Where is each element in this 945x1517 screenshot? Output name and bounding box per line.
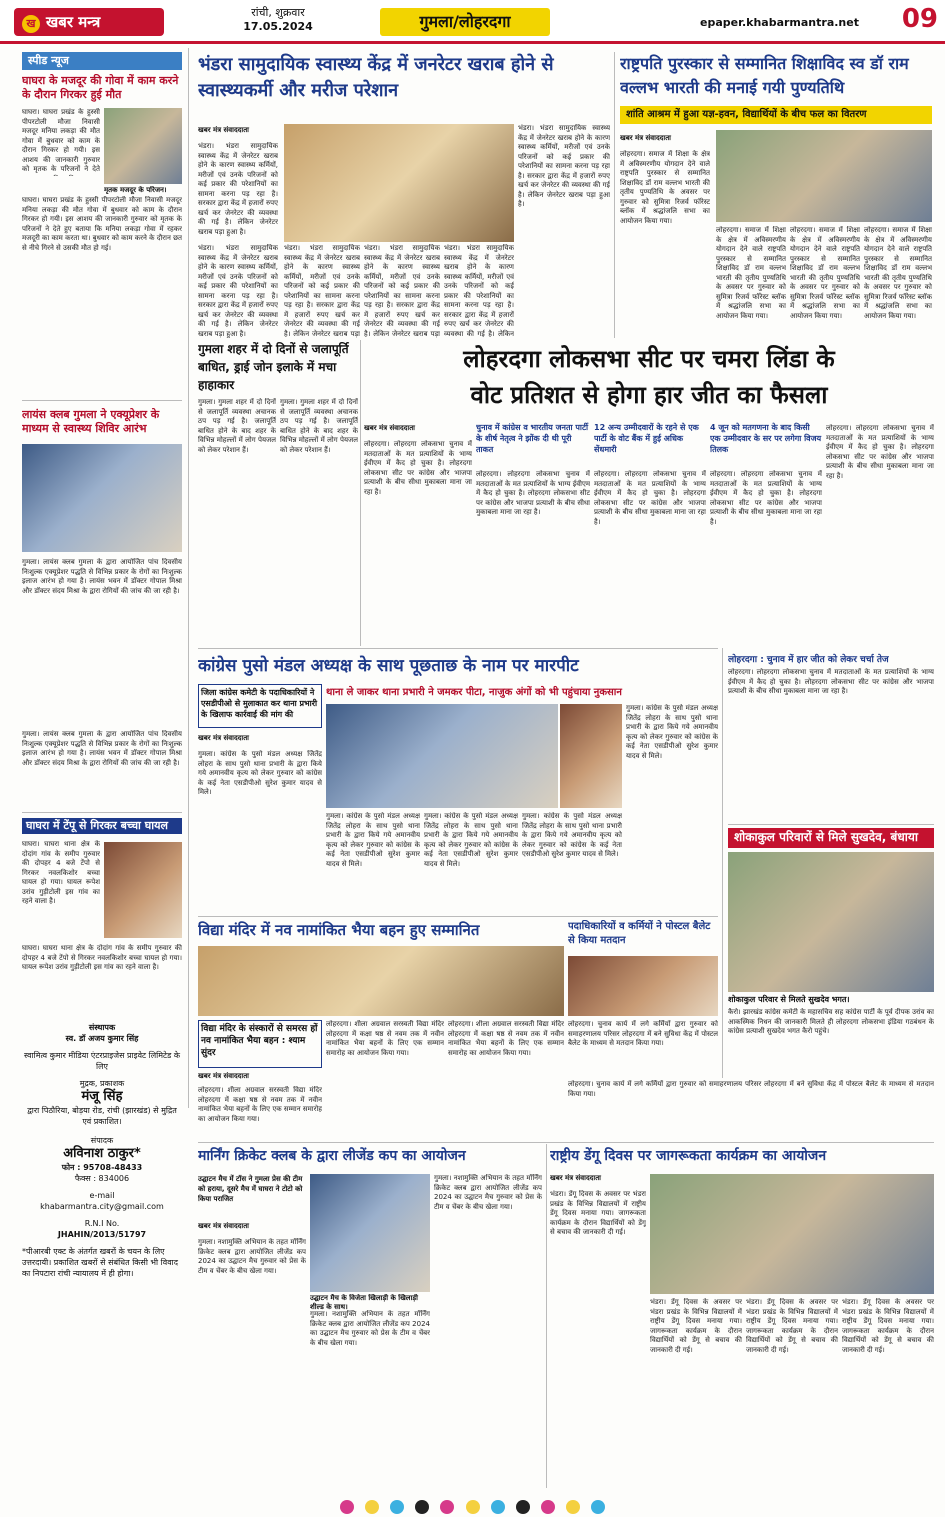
speed-news-band: स्पीड न्यूज	[22, 52, 182, 70]
lead-bullet-2: 12 अन्य उम्मीदवारों के रहने से एक पार्टी के वोट बैंक में हुई अधिक सेंधमारी	[594, 423, 699, 454]
divider	[198, 648, 718, 649]
imprint-heading: संस्थापक	[88, 1023, 116, 1032]
sidebar-story1-caption: मृतक मजदूर के परिजन।	[104, 186, 167, 194]
cricket-text-col2: गुमला। नशामुक्ति अभियान के तहत मॉर्निंग क्रिकेट क्लब द्वारा आयोजित लीजेंड कप 2024 का उद्घाटन मैच गुरुवार को प्रेस के टीम व चेंबर के बीच खेला गया।	[310, 1310, 430, 1347]
epaper-url[interactable]: epaper.khabarmantra.net	[700, 16, 859, 29]
congress-photo-2	[560, 704, 622, 808]
imprint-editor-label: संपादक	[90, 1136, 114, 1145]
shokakul-caption: शोकाकुल परिवार से मिलते सुखदेव भगत।	[728, 995, 850, 1004]
yellow-mark	[466, 1500, 480, 1514]
imprint-publisher: मंजू सिंह	[81, 1089, 123, 1104]
column-rule	[614, 52, 615, 338]
imprint-publisher-label: मुद्रक, प्रकाशक	[79, 1079, 125, 1088]
right-story-subhead: शांति आश्रम में हुआ यज्ञ-हवन, विद्यार्थियों के बीच फल का वितरण	[620, 106, 932, 124]
postal-photo	[568, 956, 718, 1016]
dengue-photo	[650, 1174, 934, 1294]
cricket-headline[interactable]: मार्निंग क्रिकेट क्लब के द्वारा लीजेंड कप का आयोजन	[198, 1148, 466, 1164]
vidya-text-col3: लोहरदगा। शीला अग्रवाल सरस्वती विद्या मंदिर लोहरदगा में कक्षा षष्ठ से नवम तक में नवीन नामांकित भैया बहनों के लिए एक सम्मान समारोह का आयोजन किया गया।	[448, 1020, 564, 1057]
cyan-mark	[390, 1500, 404, 1514]
top-story-text-cont: भंडरा। भंडरा सामुदायिक स्वास्थ्य केंद्र में जेनरेटर खराब होने के कारण स्वास्थ्य कर्मियों, मरीजों एवं उनके परिजनों को कई प्रकार की परेशानियों का सामना करना पड़ रहा है। सरकार द्वारा केंद्र में हजारों रुपए खर्च कर जेनरेटर की व्यवस्था की गई है। लेकिन जेनरेटर खराब पड़ा हुआ है।	[198, 244, 278, 338]
sidebar-story1-text: घाघरा। घाघरा प्रखंड के हुस्सी पीपरटोली मौजा निवासी मजदूर मनिया लकड़ा की मौत गोवा में बुधवार को काम के दौरान गिरकर हो गयी। इस आशय की जानकारी गुरुवार को मृतक के परिजनों ने देते	[22, 108, 100, 173]
lead-bullet-3: 4 जून को मतगणना के बाद किसी एक उम्मीदवार के सर पर लगेगा विजय तिलक	[710, 423, 822, 454]
divider	[22, 400, 182, 401]
gumla-story-text: गुमला। गुमला शहर में दो दिनों से जलापूर्ति व्यवस्था अचानक ठप पड़ गई है। जलापूर्ति बाधित होने के बाद शहर के विभिन्न मोहल्लों में लोग पेयजल को लेकर परेशान हैं।	[198, 398, 276, 454]
magenta-mark	[440, 1500, 454, 1514]
congress-text-col4: गुमला। कांग्रेस के पुसो मंडल अध्यक्ष जितेंद्र लोहरा के साथ पुसो थाना प्रभारी के द्वारा किये गये अमानवीय कृत्य को लेकर गुरुवार को कांग्रेस के कई नेता एसडीपीओ सुरेश कुमार यादव से मिले।	[522, 812, 622, 858]
top-story-col2: भंडरा। भंडरा सामुदायिक स्वास्थ्य केंद्र में जेनरेटर खराब होने के कारण स्वास्थ्य कर्मियों, मरीजों एवं उनके परिजनों को कई प्रकार की परेशानियों का सामना करना पड़ रहा है। सरकार द्वारा केंद्र में हजारों रुपए खर्च कर जेनरेटर की व्यवस्था की गई है। लेकिन जेनरेटर खराब पड़ा	[284, 244, 360, 338]
sidebar-story2-text: गुमला। लायंस क्लब गुमला के द्वारा आयोजित पांच दिवसीय निःशुल्क एक्यूप्रेशर पद्धति से विभिन्न प्रकार के रोगों का निःशुल्क इलाज आरंभ हो गया है। लायंस भवन में डॉक्टर गोपाल मिश्रा और डॉक्टर संदय मिश्रा के द्वारा रोगियों की जांच की जा रही है।	[22, 558, 182, 595]
right-story-headline[interactable]: राष्ट्रपति पुरस्कार से सम्मानित शिक्षाविद स्व डॉ राम वल्लभ भारती की मनाई गयी पुण्यतिथि	[620, 54, 909, 97]
column-rule	[546, 1144, 547, 1488]
dengue-byline: खबर मंत्र संवाददाता	[550, 1174, 601, 1182]
congress-text-col5: गुमला। कांग्रेस के पुसो मंडल अध्यक्ष जितेंद्र लोहरा के साथ पुसो थाना प्रभारी के द्वारा किये गये अमानवीय कृत्य को लेकर गुरुवार को कांग्रेस के कई नेता एसडीपीओ सुरेश कुमार यादव से मिले।	[626, 704, 718, 760]
divider	[198, 916, 718, 917]
cricket-caption: उद्घाटन मैच के विजेता खिलाड़ी के खिलाड़ी शील्ड के साथ।	[310, 1294, 418, 1311]
cyan-mark	[591, 1500, 605, 1514]
lead-headline-line2[interactable]: वोट प्रतिशत से होगा हार जीत का फैसला	[470, 381, 828, 409]
lead-sidebox-title[interactable]: लोहरदगा : चुनाव में हार जीत को लेकर चर्चा तेज	[728, 655, 889, 665]
top-story-col3: भंडरा। भंडरा सामुदायिक स्वास्थ्य केंद्र में जेनरेटर खराब होने के कारण स्वास्थ्य कर्मियों, मरीजों एवं उनके परिजनों को कई प्रकार की परेशानियों का सामना करना पड़ रहा है। सरकार द्वारा केंद्र में हजारों रुपए खर्च कर जेनरेटर की व्यवस्था की गई है। लेकिन जेनरेटर खराब पड़ा	[364, 244, 440, 338]
shokakul-photo	[728, 852, 934, 992]
sidebar-story3-text-cont: घाघरा। घाघरा थाना क्षेत्र के दोदांग गांव के समीप गुरुवार की दोपहर 4 बजे टेंपो से गिरकर नवलकिशोर बच्चा घायल हो गया। घायल रूपेश उरांव गुड़ीटोली इस गांव का रहने वाला है।	[22, 944, 182, 971]
dengue-text-col3: भंडरा। डेंगू दिवस के अवसर पर भंडरा प्रखंड के विभिन्न विद्यालयों में राष्ट्रीय डेंगू दिवस मनाया गया। जागरूकता कार्यक्रम के दौरान विद्यार्थियों को डेंगू से बचाव की जानकारी दी गई।	[746, 1298, 838, 1354]
vidya-byline: खबर मंत्र संवाददाता	[198, 1072, 249, 1080]
congress-text-col1: गुमला। कांग्रेस के पुसो मंडल अध्यक्ष जितेंद्र लोहरा के साथ पुसो थाना प्रभारी के द्वारा किये गये अमानवीय कृत्य को लेकर गुरुवार को कांग्रेस के कई नेता एसडीपीओ सुरेश कुमार यादव से मिले।	[198, 750, 322, 796]
lead-text-col4: लोहरदगा। लोहरदगा लोकसभा चुनाव में मतदाताओं के मत प्रत्याशियों के भाग्य ईवीएम में कैद हो चुका है। लोहरदगा लोकसभा सीट पर कांग्रेस और भाजपा प्रत्याशी के बीच सीधा मुकाबला माना जा रहा है।	[710, 470, 822, 526]
postal-headline[interactable]: पदाधिकारियों व कर्मियों ने पोस्टल बैलेट से किया मतदान	[568, 921, 711, 946]
top-story-col5: भंडरा। भंडरा सामुदायिक स्वास्थ्य केंद्र में जेनरेटर खराब होने के कारण स्वास्थ्य कर्मियों, मरीजों एवं उनके परिजनों को कई प्रकार की परेशानियों का सामना करना पड़ रहा है। सरकार द्वारा केंद्र में हजारों रुपए खर्च कर जेनरेटर की व्यवस्था की गई है। लेकिन जेनरेटर खराब पड़ा हुआ है।	[518, 124, 610, 208]
right-story-col2: लोहरदगा। समाज में शिक्षा के क्षेत्र में अविस्मरणीय योगदान देने वाले राष्ट्रपति पुरस्कार से सम्मानित शिक्षाविद डॉ राम वल्लभ भारती की तृतीय पुण्यतिथि के अवसर पर गुरुवार को सुमित्रा रिजर्व फॉरेस्ट ब्लॉक में श्रद्धांजलि सभा का आयोजन किया गया।	[716, 226, 786, 320]
cricket-text-col1: गुमला। नशामुक्ति अभियान के तहत मॉर्निंग क्रिकेट क्लब द्वारा आयोजित लीजेंड कप 2024 का उद्घाटन मैच गुरुवार को प्रेस के टीम व चेंबर के बीच खेला गया।	[198, 1238, 306, 1275]
imprint-note: *पीआरबी एक्ट के अंतर्गत खबरों के चयन के लिए उत्तरदायी। प्रकाशित खबरों से संबंधित किसी भी विवाद का निपटारा रांची न्यायालय में ही होगा।	[22, 1247, 178, 1278]
postal-text-cont: लोहरदगा। चुनाव कार्य में लगे कर्मियों द्वारा गुरुवार को समाहरणालय परिसर लोहरदगा में बने सुविधा केंद्र में पोस्टल बैलेट के माध्यम से मतदान किया गया।	[568, 1080, 934, 1098]
lead-text-col2: लोहरदगा। लोहरदगा लोकसभा चुनाव में मतदाताओं के मत प्रत्याशियों के भाग्य ईवीएम में कैद हो चुका है। लोहरदगा लोकसभा सीट पर कांग्रेस और भाजपा प्रत्याशी के बीच सीधा मुकाबला माना जा रहा है।	[476, 470, 590, 516]
lead-text-col3: लोहरदगा। लोहरदगा लोकसभा चुनाव में मतदाताओं के मत प्रत्याशियों के भाग्य ईवीएम में कैद हो चुका है। लोहरदगा लोकसभा सीट पर कांग्रेस और भाजपा प्रत्याशी के बीच सीधा मुकाबला माना जा रहा है।	[594, 470, 706, 526]
dengue-text-col1: भंडरा। डेंगू दिवस के अवसर पर भंडरा प्रखंड के विभिन्न विद्यालयों में राष्ट्रीय डेंगू दिवस मनाया गया। जागरूकता कार्यक्रम के दौरान विद्यार्थियों को डेंगू से बचाव की जानकारी दी गई।	[550, 1190, 646, 1236]
sidebar-story3-text: घाघरा। घाघरा थाना क्षेत्र के दोदांग गांव के समीप गुरुवार की दोपहर 4 बजे टेंपो से गिरकर नवलकिशोर बच्चा घायल हो गया। घायल रूपेश उरांव गुड़ीटोली इस गांव का रहने वाला है।	[22, 840, 100, 905]
page-number: 09	[901, 4, 938, 34]
dengue-text-col4: भंडरा। डेंगू दिवस के अवसर पर भंडरा प्रखंड के विभिन्न विद्यालयों में राष्ट्रीय डेंगू दिवस मनाया गया। जागरूकता कार्यक्रम के दौरान विद्यार्थियों को डेंगू से बचाव की जानकारी दी गई।	[842, 1298, 934, 1354]
congress-text-col2: गुमला। कांग्रेस के पुसो मंडल अध्यक्ष जितेंद्र लोहरा के साथ पुसो थाना प्रभारी के द्वारा किये गये अमानवीय कृत्य को लेकर गुरुवार को कांग्रेस के कई नेता एसडीपीओ सुरेश कुमार यादव से मिले।	[326, 812, 420, 868]
lead-headline-line1[interactable]: लोहरदगा लोकसभा सीट पर चमरा लिंडा के	[463, 345, 835, 373]
imprint-phone: फोन : 95708-48433	[61, 1163, 143, 1172]
brand-logo[interactable]	[14, 8, 164, 36]
lead-bullet-1: चुनाव में कांग्रेस व भारतीय जनता पार्टी के शीर्ष नेतृत्व ने झोंक दी थी पूरी ताकत	[476, 423, 589, 454]
imprint-editor: अविनाश ठाकुर*	[63, 1146, 141, 1161]
imprint-email-label: e-mail	[89, 1191, 115, 1200]
dateline-date: 17.05.2024	[243, 20, 313, 33]
vidya-headline[interactable]: विद्या मंदिर में नव नामांकित भैया बहन हुए सम्मानित	[198, 921, 480, 939]
right-story-text: लोहरदगा। समाज में शिक्षा के क्षेत्र में अविस्मरणीय योगदान देने वाले राष्ट्रपति पुरस्कार से सम्मानित शिक्षाविद डॉ राम वल्लभ भारती की तृतीय पुण्यतिथि के अवसर पर गुरुवार को सुमित्रा रिजर्व फॉरेस्ट ब्लॉक में श्रद्धांजलि सभा का आयोजन किया गया।	[620, 150, 710, 225]
black-mark	[516, 1500, 530, 1514]
magenta-mark	[541, 1500, 555, 1514]
divider	[198, 1142, 934, 1143]
right-story-col4: लोहरदगा। समाज में शिक्षा के क्षेत्र में अविस्मरणीय योगदान देने वाले राष्ट्रपति पुरस्कार से सम्मानित शिक्षाविद डॉ राम वल्लभ भारती की तृतीय पुण्यतिथि के अवसर पर गुरुवार को सुमित्रा रिजर्व फॉरेस्ट ब्लॉक में श्रद्धांजलि सभा का आयोजन किया गया।	[864, 226, 932, 320]
top-story-photo	[284, 124, 514, 242]
imprint-founder: स्व. डॉ अजय कुमार सिंह	[65, 1034, 139, 1043]
right-story-col3: लोहरदगा। समाज में शिक्षा के क्षेत्र में अविस्मरणीय योगदान देने वाले राष्ट्रपति पुरस्कार से सम्मानित शिक्षाविद डॉ राम वल्लभ भारती की तृतीय पुण्यतिथि के अवसर पर गुरुवार को सुमित्रा रिजर्व फॉरेस्ट ब्लॉक में श्रद्धांजलि सभा का आयोजन किया गया।	[790, 226, 860, 320]
divider	[728, 824, 934, 825]
cricket-byline: खबर मंत्र संवाददाता	[198, 1222, 249, 1230]
dateline-city: रांची, शुक्रवार	[251, 6, 305, 19]
sidebar-story1-photo	[104, 108, 182, 184]
imprint-box	[22, 1022, 182, 1482]
congress-kicker: जिला कांग्रेस कमेटी के पदाधिकारियों ने एसडीपीओ से मुलाकात कर थाना प्रभारी के खिलाफ कार्रवाई की मांग की	[198, 684, 322, 728]
imprint-fax: फैक्स : 834006	[74, 1174, 130, 1183]
dengue-headline[interactable]: राष्ट्रीय डेंगू दिवस पर जागरूकता कार्यक्रम का आयोजन	[550, 1148, 827, 1164]
imprint-rni-label: R.N.I No.	[84, 1219, 120, 1228]
imprint-owner: स्वामित्व कुमार मीडिया एंटरप्राइजेस प्राइवेट लिमिटेड के लिए	[24, 1051, 180, 1071]
yellow-mark	[365, 1500, 379, 1514]
sidebar-story2-headline[interactable]: लायंस क्लब गुमला ने एक्यूप्रेशर के माध्यम से स्वास्थ्य शिविर आरंभ	[22, 408, 160, 435]
top-story-headline[interactable]: भंडरा सामुदायिक स्वास्थ्य केंद्र में जनरेटर खराब होने से स्वास्थ्यकर्मी और मरीज परेशान	[198, 54, 554, 101]
vidya-text-col1: लोहरदगा। शीला अग्रवाल सरस्वती विद्या मंदिर लोहरदगा में कक्षा षष्ठ से नवम तक में नवीन नामांकित भैया बहनों के लिए एक सम्मान समारोह का आयोजन किया गया।	[198, 1086, 322, 1123]
gumla-story-text-cont: गुमला। गुमला शहर में दो दिनों से जलापूर्ति व्यवस्था अचानक ठप पड़ गई है। जलापूर्ति बाधित होने के बाद शहर के विभिन्न मोहल्लों में लोग पेयजल को लेकर परेशान हैं।	[280, 398, 358, 454]
column-rule	[360, 340, 361, 646]
section-title: गुमला/लोहरदगा	[380, 8, 550, 36]
sidebar-story2-photo	[22, 444, 182, 552]
cricket-kicker: उद्घाटन मैच में टॉस ने गुमला प्रेस की टीम को हराया, दूसरे मैच में घाघरा ने टोटो को किया पराजित	[198, 1175, 303, 1203]
sidebar-story3-headline[interactable]: घाघरा में टेंपू से गिरकर बच्चा घायल	[22, 818, 182, 834]
sidebar-story1-headline[interactable]: घाघरा के मजदूर की गोवा में काम करने के दौरान गिरकर हुई मौत	[22, 74, 179, 101]
vidya-quote: विद्या मंदिर के संस्कारों से समरस हों नव नामांकित भैया बहन : श्याम सुंदर	[198, 1020, 322, 1068]
sidebar-story3-photo	[104, 842, 182, 938]
lead-text-col5: लोहरदगा। लोहरदगा लोकसभा चुनाव में मतदाताओं के मत प्रत्याशियों के भाग्य ईवीएम में कैद हो चुका है। लोहरदगा लोकसभा सीट पर कांग्रेस और भाजपा प्रत्याशी के बीच सीधा मुकाबला माना जा रहा है।	[826, 424, 934, 480]
masthead	[0, 0, 945, 44]
vidya-text-col2: लोहरदगा। शीला अग्रवाल सरस्वती विद्या मंदिर लोहरदगा में कक्षा षष्ठ से नवम तक में नवीन नामांकित भैया बहनों के लिए एक सम्मान समारोह का आयोजन किया गया।	[326, 1020, 444, 1057]
divider	[22, 812, 182, 813]
congress-byline: खबर मंत्र संवाददाता	[198, 734, 249, 742]
right-story-byline: खबर मंत्र संवाददाता	[620, 134, 671, 142]
imprint-email[interactable]: khabarmantra.city@gmail.com	[40, 1202, 164, 1211]
congress-subhead: थाना ले जाकर थाना प्रभारी ने जमकर पीटा, नाजुक अंगों को भी पहुंचाया नुकसान	[326, 687, 622, 698]
right-story-photo	[716, 130, 932, 222]
imprint-address: द्वारा पिठौरिया, बोड़या रोड, रांची (झारखंड) से मुद्रित एवं प्रकाशित।	[27, 1106, 177, 1126]
top-story-byline: खबर मंत्र संवाददाता	[198, 126, 249, 134]
column-rule	[722, 648, 723, 1078]
cricket-text-col3: गुमला। नशामुक्ति अभियान के तहत मॉर्निंग क्रिकेट क्लब द्वारा आयोजित लीजेंड कप 2024 का उद्घाटन मैच गुरुवार को प्रेस के टीम व चेंबर के बीच खेला गया।	[434, 1174, 542, 1211]
shokakul-text: कैरो। झारखंड कांग्रेस कमेटी के महासचिव सह कांग्रेस पार्टी के पूर्व दीपक उरांव का आकस्मिक निधन की जानकारी मिलते ही लोहरदगा लोकसभा इंडिया गठबंधन के कांग्रेस प्रत्याशी सुखदेव भगत कैरो पहुंचे।	[728, 1008, 934, 1035]
congress-photo-1	[326, 704, 558, 808]
lead-text-col1: लोहरदगा। लोहरदगा लोकसभा चुनाव में मतदाताओं के मत प्रत्याशियों के भाग्य ईवीएम में कैद हो चुका है। लोहरदगा लोकसभा सीट पर कांग्रेस और भाजपा प्रत्याशी के बीच सीधा मुकाबला माना जा रहा है।	[364, 440, 472, 496]
print-registration-strip	[0, 1498, 945, 1517]
cricket-photo	[310, 1174, 430, 1292]
lead-byline: खबर मंत्र संवाददाता	[364, 424, 415, 432]
dengue-text-col2: भंडरा। डेंगू दिवस के अवसर पर भंडरा प्रखंड के विभिन्न विद्यालयों में राष्ट्रीय डेंगू दिवस मनाया गया। जागरूकता कार्यक्रम के दौरान विद्यार्थियों को डेंगू से बचाव की जानकारी दी गई।	[650, 1298, 742, 1354]
cyan-mark	[491, 1500, 505, 1514]
top-story-text: भंडरा। भंडरा सामुदायिक स्वास्थ्य केंद्र में जेनरेटर खराब होने के कारण स्वास्थ्य कर्मियों, मरीजों एवं उनके परिजनों को कई प्रकार की परेशानियों का सामना करना पड़ रहा है। सरकार द्वारा केंद्र में हजारों रुपए खर्च कर जेनरेटर की व्यवस्था की गई है। लेकिन जेनरेटर खराब पड़ा हुआ है।	[198, 142, 278, 236]
logo-text: खबर मन्त्र	[46, 13, 101, 31]
magenta-mark	[340, 1500, 354, 1514]
congress-headline[interactable]: कांग्रेस पुसो मंडल अध्यक्ष के साथ पूछताछ के नाम पर मारपीट	[198, 656, 579, 676]
dateline	[218, 6, 338, 34]
yellow-mark	[566, 1500, 580, 1514]
sidebar-story2-text-cont: गुमला। लायंस क्लब गुमला के द्वारा आयोजित पांच दिवसीय निःशुल्क एक्यूप्रेशर पद्धति से विभिन्न प्रकार के रोगों का निःशुल्क इलाज आरंभ हो गया है। लायंस भवन में डॉक्टर गोपाल मिश्रा और डॉक्टर संदय मिश्रा के द्वारा रोगियों की जांच की जा रही है।	[22, 730, 182, 767]
vidya-photo	[198, 946, 564, 1016]
congress-text-col3: गुमला। कांग्रेस के पुसो मंडल अध्यक्ष जितेंद्र लोहरा के साथ पुसो थाना प्रभारी के द्वारा किये गये अमानवीय कृत्य को लेकर गुरुवार को कांग्रेस के कई नेता एसडीपीओ सुरेश कुमार यादव से मिले।	[424, 812, 518, 868]
gumla-story-headline[interactable]: गुमला शहर में दो दिनों से जलापूर्ति बाधित, ड्राई जोन इलाके में मचा हाहाकार	[198, 342, 349, 392]
imprint-rni-number: JHAHIN/2013/51797	[57, 1230, 147, 1239]
black-mark	[415, 1500, 429, 1514]
postal-text: लोहरदगा। चुनाव कार्य में लगे कर्मियों द्वारा गुरुवार को समाहरणालय परिसर लोहरदगा में बने सुविधा केंद्र में पोस्टल बैलेट के माध्यम से मतदान किया गया।	[568, 1020, 718, 1047]
sidebar-story1-text-cont: घाघरा। घाघरा प्रखंड के हुस्सी पीपरटोली मौजा निवासी मजदूर मनिया लकड़ा की मौत गोवा में बुधवार को काम के दौरान गिरकर हो गयी। इस आशय की जानकारी गुरुवार को मृतक के परिजनों ने देते हुए बताया कि मनिया लकड़ा गोवा में रहकर मजदूरी का काम करता था। बुधवार को काम करने के दौरान छत से नीचे गिरने से उसकी मौत हो गई।	[22, 196, 182, 252]
logo-icon: ख	[22, 15, 40, 33]
lead-sidebox-text: लोहरदगा। लोहरदगा लोकसभा चुनाव में मतदाताओं के मत प्रत्याशियों के भाग्य ईवीएम में कैद हो चुका है। लोहरदगा लोकसभा सीट पर कांग्रेस और भाजपा प्रत्याशी के बीच सीधा मुकाबला माना जा रहा है।	[728, 668, 934, 695]
shokakul-headline[interactable]: शोकाकुल परिवारों से मिले सुखदेव, बंधाया	[728, 828, 934, 848]
top-story-col4: भंडरा। भंडरा सामुदायिक स्वास्थ्य केंद्र में जेनरेटर खराब होने के कारण स्वास्थ्य कर्मियों, मरीजों एवं उनके परिजनों को कई प्रकार की परेशानियों का सामना करना पड़ रहा है। सरकार द्वारा केंद्र में हजारों रुपए खर्च कर जेनरेटर की व्यवस्था की गई है। लेकिन	[444, 244, 514, 338]
